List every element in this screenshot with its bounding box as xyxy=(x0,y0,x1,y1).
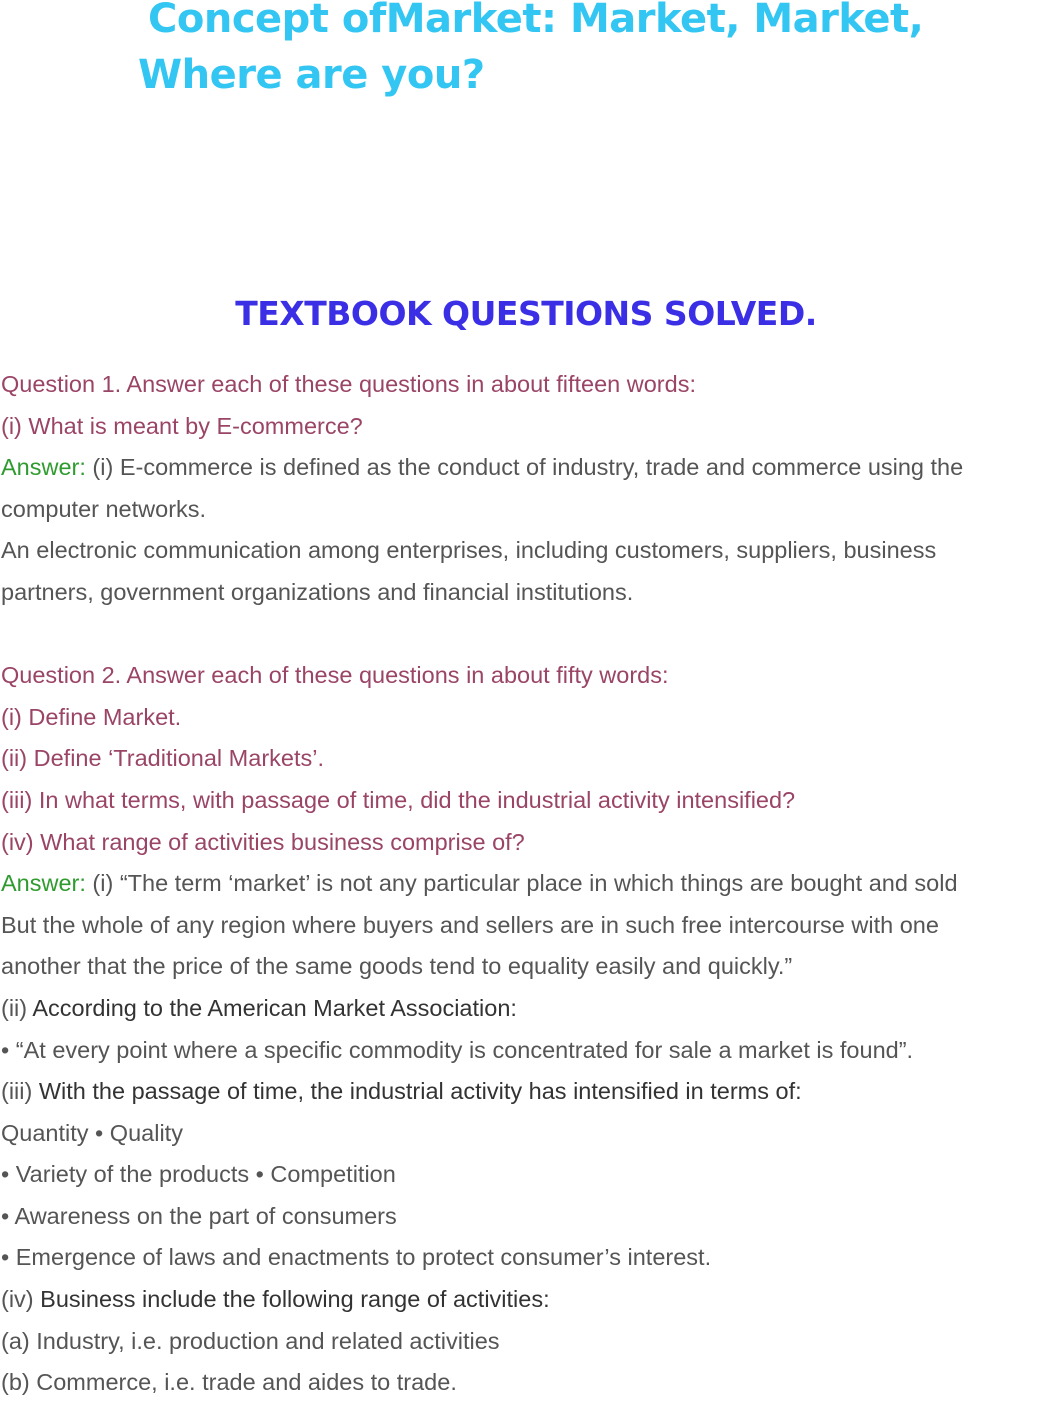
answer-text: (a) Industry, i.e. production and related activities xyxy=(1,1327,500,1354)
answer-text: • Variety of the products • Competition xyxy=(1,1161,396,1188)
question-2-sub: (ii) Define ‘Traditional Markets’. xyxy=(1,745,324,772)
page-title-line-1: Concept ofMarket: Market, Market, xyxy=(148,0,924,42)
question-1: Question 1. Answer each of these questions in about fifteen words: xyxy=(1,371,696,397)
article-content xyxy=(1,364,1040,1404)
question-2-sub: (iii) In what terms, with passage of time, did the industrial activity intensified? xyxy=(1,786,796,813)
answer-text: (b) Commerce, i.e. trade and aides to trade. xyxy=(1,1369,457,1396)
answer-text: • Awareness on the part of consumers xyxy=(1,1202,397,1229)
answer-text: • Emergence of laws and enactments to protect consumer’s interest. xyxy=(1,1244,712,1271)
question-2: Question 2. Answer each of these questions in about fifty words: xyxy=(1,662,669,689)
page-title-line-2: Where are you? xyxy=(138,52,485,98)
answer-part-label: (iii) xyxy=(1,1078,39,1105)
question-2-sub: (iv) What range of activities business comprise of? xyxy=(1,828,525,855)
answer-text: Quantity • Quality xyxy=(1,1119,183,1146)
answer-text: An electronic communication among enterprises, including customers, suppliers, business xyxy=(1,537,937,564)
answer-text: But the whole of any region where buyers and sellers are in such free intercourse with one xyxy=(1,911,939,938)
answer-part-heading: Business include the following range of activities: xyxy=(40,1286,550,1313)
answer-part-label: (iv) xyxy=(1,1286,41,1313)
question-1-sub: (i) What is meant by E-commerce? xyxy=(1,412,363,439)
answer-text: (i) “The term ‘market’ is not any particular place in which things are bought and sold xyxy=(85,870,958,897)
answer-text: another that the price of the same goods tend to equality easily and quickly.” xyxy=(1,953,793,980)
answer-part-heading: With the passage of time, the industrial activity has intensified in terms of: xyxy=(38,1078,802,1105)
answer-label: Answer: xyxy=(1,870,86,897)
answer-text: partners, government organizations and financial institutions. xyxy=(1,578,634,605)
answer-text: • “At every point where a specific commodity is concentrated for sale a market is found”. xyxy=(1,1036,914,1063)
answer-text: computer networks. xyxy=(1,495,207,522)
question-2-sub: (i) Define Market. xyxy=(1,703,182,730)
answer-label: Answer: xyxy=(1,454,86,481)
answer-part-heading: According to the American Market Association: xyxy=(32,994,517,1021)
answer-text: (i) E-commerce is defined as the conduct of industry, trade and commerce using the xyxy=(85,454,964,481)
answer-part-label: (ii) xyxy=(1,994,33,1021)
section-heading: TEXTBOOK QUESTIONS SOLVED. xyxy=(235,294,817,333)
